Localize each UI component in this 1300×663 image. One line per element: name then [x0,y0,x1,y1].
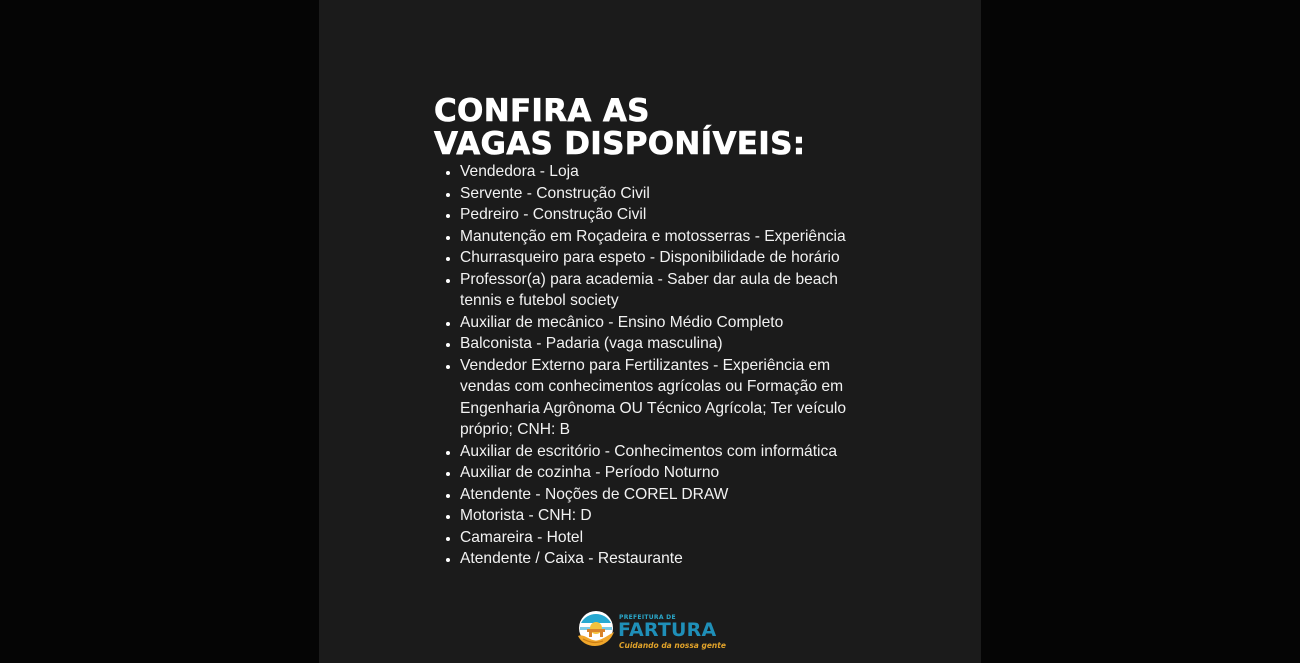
job-item-vendedora: • Vendedora - Loja [460,161,870,183]
job-item-professor: • Professor(a) para academia - Saber dar aula de beach tennis e futebol society [460,269,870,312]
poster-title-line-1: CONFIRA AS [434,93,650,129]
logo-kicker: PREFEITURA DE [619,614,676,621]
job-item-atendente-corel: • Atendente - Noções de COREL DRAW [460,484,870,506]
logo-name: FARTURA [618,619,717,641]
job-item-auxiliar-escritorio: • Auxiliar de escritório - Conhecimentos com informática [460,441,870,463]
job-item-balconista: • Balconista - Padaria (vaga masculina) [460,333,870,355]
poster-title-line-2: VAGAS DISPONÍVEIS: [434,126,806,162]
fartura-sun-hand-logo-icon [575,609,617,651]
job-item-auxiliar-mecanico: • Auxiliar de mecânico - Ensino Médio Completo [460,312,870,334]
poster-title [434,95,805,161]
job-item-churrasqueiro: • Churrasqueiro para espeto - Disponibilidade de horário [460,247,870,269]
job-item-pedreiro: • Pedreiro - Construção Civil [460,204,870,226]
job-item-auxiliar-cozinha: • Auxiliar de cozinha - Período Noturno [460,462,870,484]
job-item-manutencao: • Manutenção em Roçadeira e motosserras - Experiência [460,226,870,248]
job-list [460,161,870,570]
job-item-vendedor-externo: • Vendedor Externo para Fertilizantes - Experiência em vendas com conhecimentos agrícolas ou Formação em Engenharia Agrônoma OU Técnico Agrícola; Ter veículo próprio; CNH: B [460,355,870,441]
job-item-servente: • Servente - Construção Civil [460,183,870,205]
job-item-atendente-caixa: • Atendente / Caixa - Restaurante [460,548,870,570]
logo-tagline: Cuidando da nossa gente [619,641,726,650]
job-item-camareira: • Camareira - Hotel [460,527,870,549]
job-vacancies-poster [319,0,981,663]
prefeitura-fartura-logo [575,607,735,653]
job-item-motorista: • Motorista - CNH: D [460,505,870,527]
